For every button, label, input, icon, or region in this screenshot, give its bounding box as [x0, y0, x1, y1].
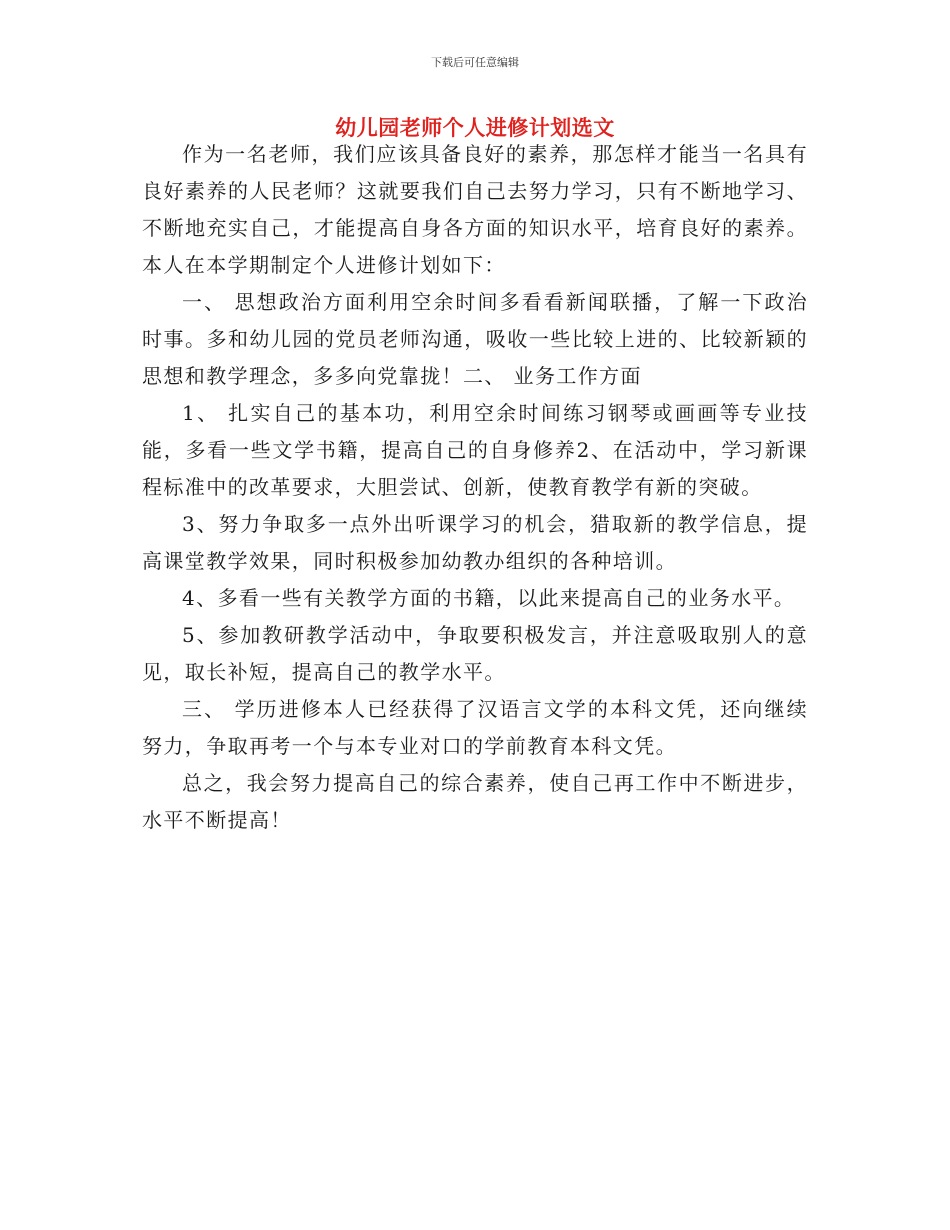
document-title: 幼儿园老师个人进修计划选文 — [335, 116, 615, 140]
paragraph-intro: 作为一名老师，我们应该具备良好的素养，那怎样才能当一名具有良好素养的人民老师？这就要我们自己去努力学习，只有不断地学习、不断地充实自己，才能提高自身各方面的知识水平，培育良好的素养。本人在本学期制定个人进修计划如下： — [142, 142, 808, 277]
paragraph-item-1: 1、 扎实自己的基本功，利用空余时间练习钢琴或画画等专业技能，多看一些文学书籍，提高自己的自身修养2、在活动中，学习新课程标准中的改革要求，大胆尝试、创新，使教育教学有新的突破。 — [142, 401, 808, 499]
paragraph-education: 三、 学历进修本人已经获得了汉语言文学的本科文凭，还向继续努力，争取再考一个与本专业对口的学前教育本科文凭。 — [142, 697, 808, 758]
paragraph-item-4: 4、多看一些有关教学方面的书籍，以此来提高自己的业务水平。 — [182, 586, 796, 610]
header-note: 下载后可任意编辑 — [431, 56, 519, 69]
paragraph-item-3: 3、努力争取多一点外出听课学习的机会，猎取新的教学信息，提高课堂教学效果，同时积极参加幼教办组织的各种培训。 — [142, 512, 808, 573]
paragraph-conclusion: 总之，我会努力提高自己的综合素养，使自己再工作中不断进步，水平不断提高！ — [142, 771, 808, 832]
document-body — [142, 136, 808, 839]
paragraph-item-5: 5、参加教研教学活动中，争取要积极发言，并注意吸取别人的意见，取长补短，提高自己的教学水平。 — [142, 623, 808, 684]
paragraph-political: 一、 思想政治方面利用空余时间多看看新闻联播，了解一下政治时事。多和幼儿园的党员老师沟通，吸收一些比较上进的、比较新颖的思想和教学理念，多多向党靠拢！二、 业务工作方面 — [142, 290, 808, 388]
